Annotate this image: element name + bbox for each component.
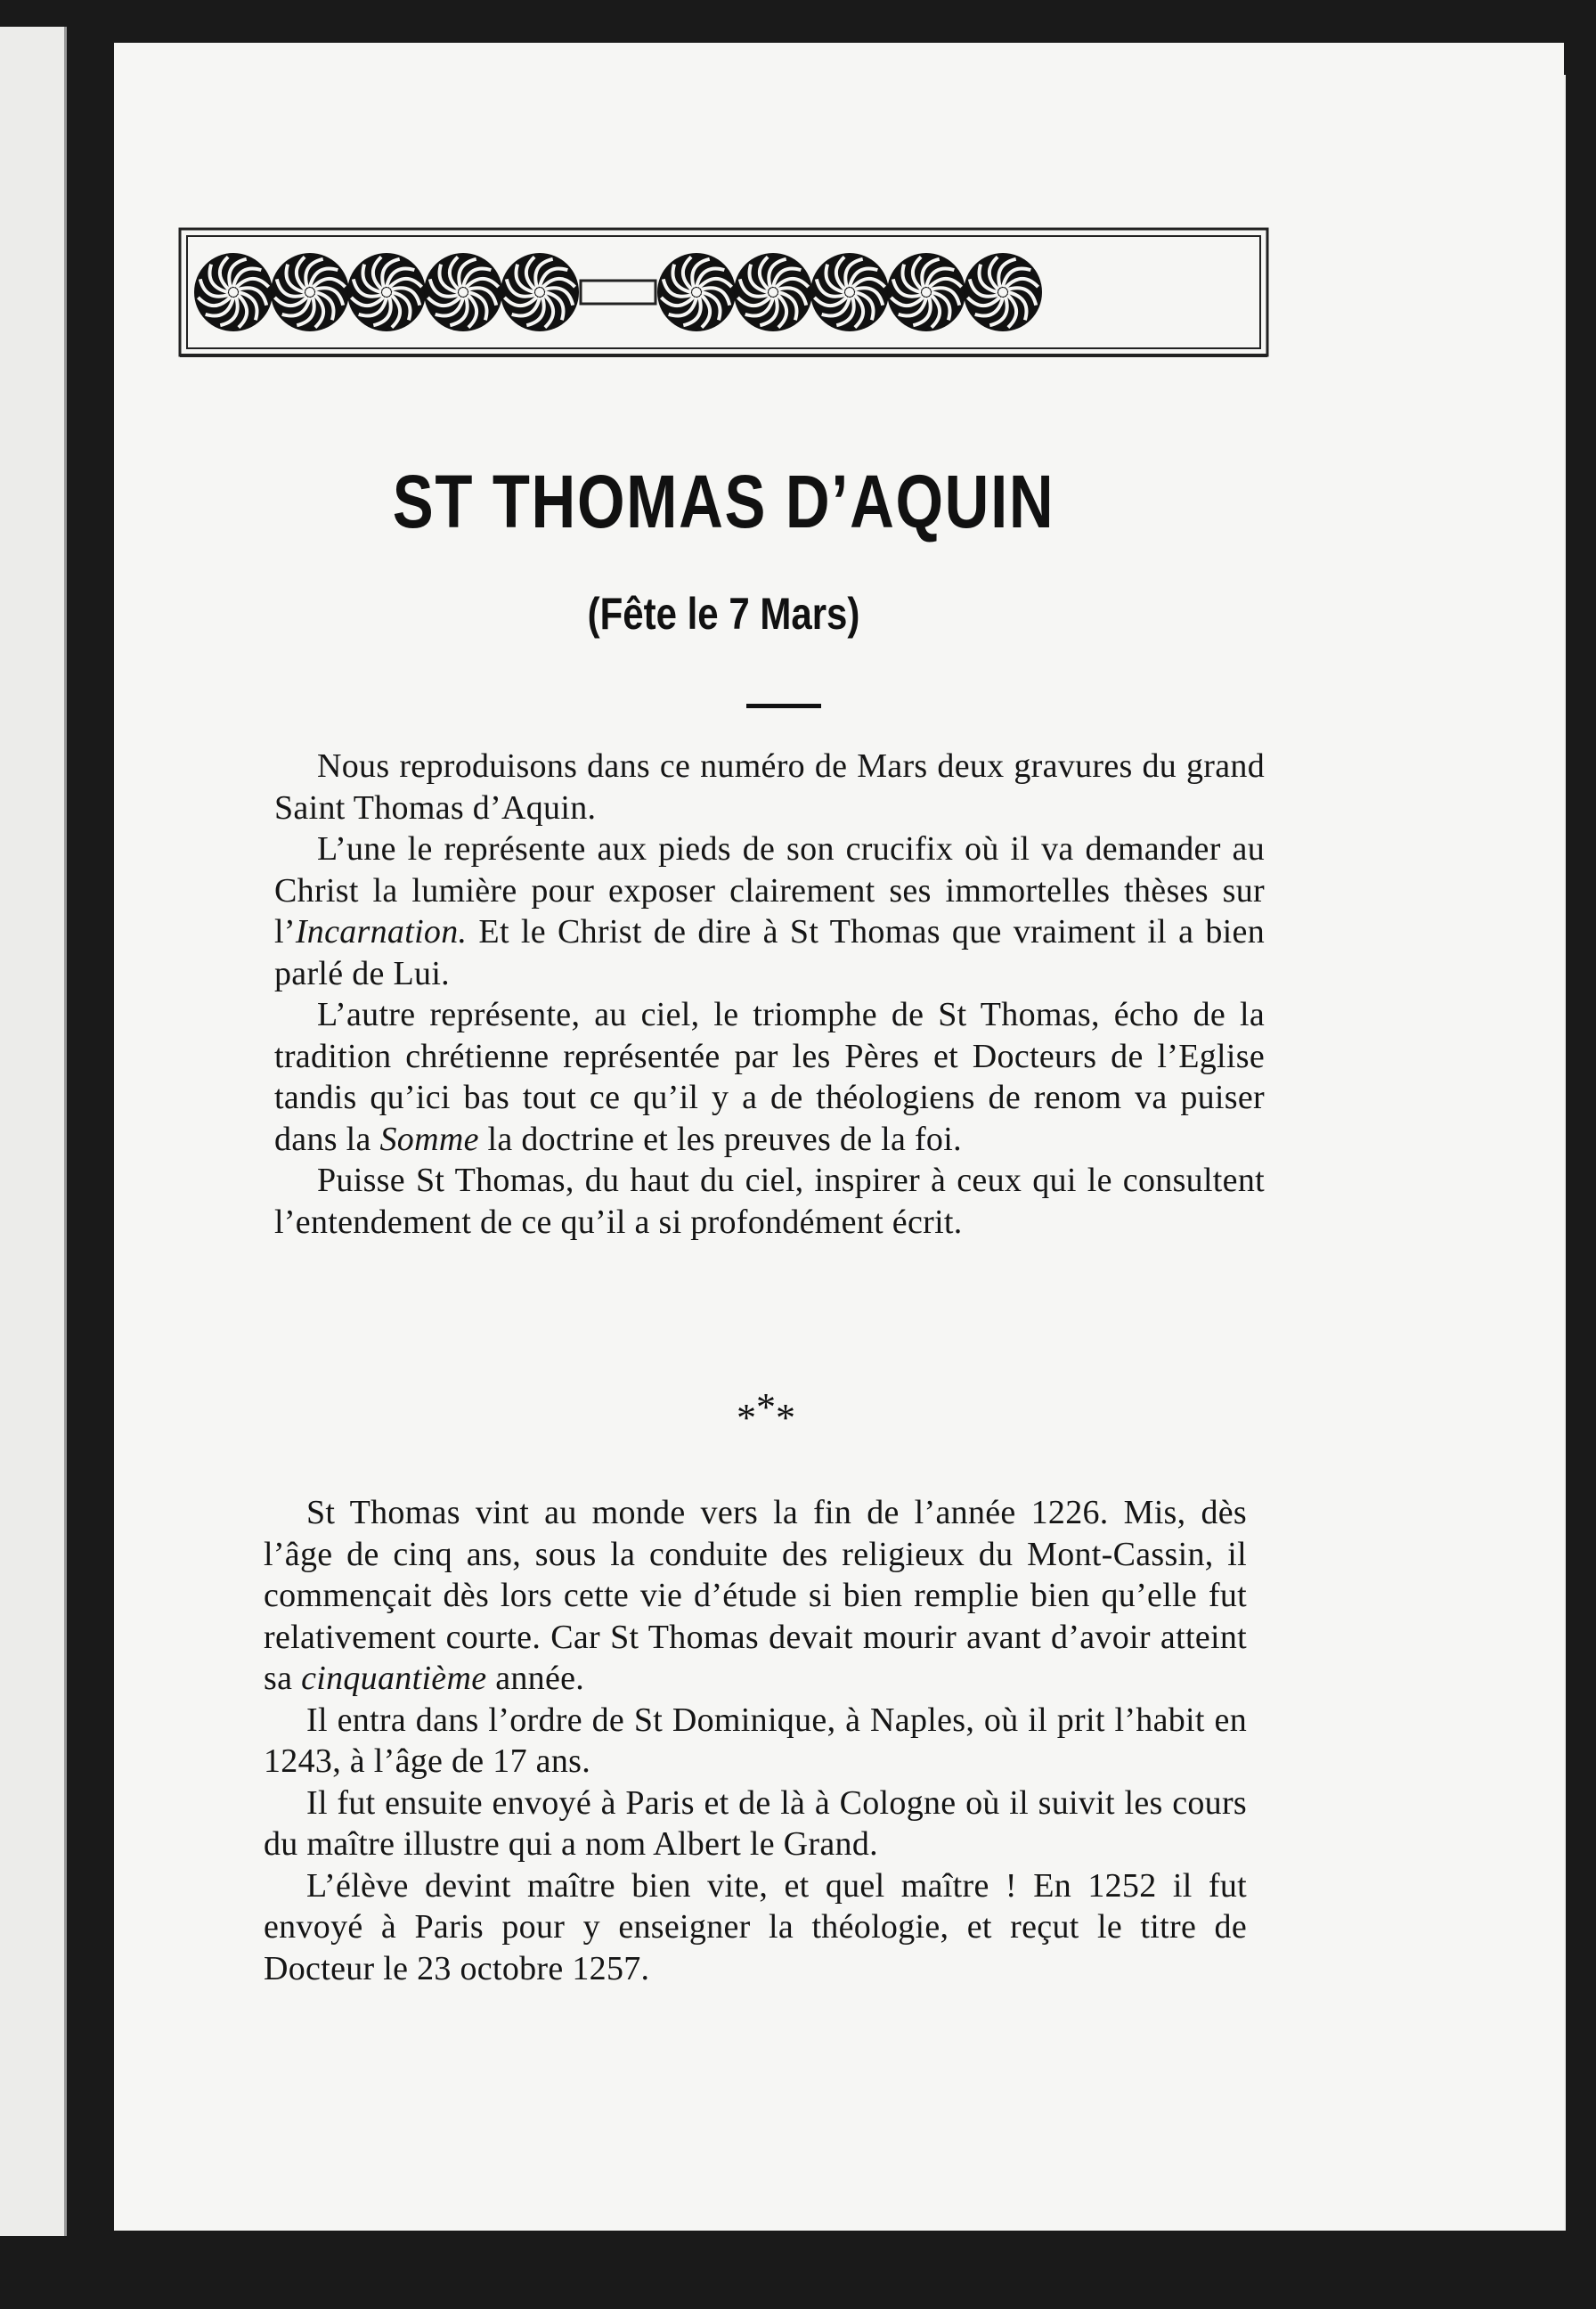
body-paragraph <box>264 1492 1247 1700</box>
paragraph-text: L’élève devint maître bien vite, et quel maître ! En 1252 il fut envoyé à Paris pour y enseigner la théologie, et reçut le titre de Docteur le 23 octobre 1257. <box>264 1866 1247 1987</box>
paragraph-text: année. <box>486 1660 585 1697</box>
decorative-header-border <box>178 225 1269 359</box>
previous-page-edge <box>0 27 67 2236</box>
body-paragraph <box>264 1783 1247 1865</box>
italic-term: cinquantième <box>301 1660 487 1697</box>
italic-term: Incarnation. <box>295 913 468 951</box>
body-paragraph <box>274 1160 1265 1243</box>
body-paragraph <box>264 1700 1247 1783</box>
paragraph-text: St Thomas vint au monde vers la fin de l’année 1226. Mis, dès l’âge de cinq ans, sous la conduite des religieux du Mont-Cassin, il commençait dès lors cette vie d’étude si bien remplie bien qu’elle fut relativement courte. Car St Thomas devait mourir avant d’avoir atteint sa <box>264 1494 1247 1697</box>
page-title: ST THOMAS D’AQUIN <box>392 460 1055 543</box>
paragraph-text: L’autre représente, au ciel, le triomphe de St Thomas, écho de la tradition chrétienne représentée par les Pères et Docteurs de l’Eglise tandis qu’ici bas tout ce qu’il y a de théologiens de renom va puiser dans la <box>274 996 1265 1158</box>
body-paragraph <box>264 1865 1247 1990</box>
italic-term: Somme <box>379 1120 479 1158</box>
body-paragraph <box>274 746 1265 828</box>
paragraph-text: Nous reproduisons dans ce numéro de Mars deux gravures du grand Saint Thomas d’Aquin. <box>274 747 1265 827</box>
body-paragraph <box>274 994 1265 1160</box>
separator-star: * <box>737 1396 756 1440</box>
biography-section <box>264 1492 1247 1989</box>
separator-star: * <box>776 1396 795 1440</box>
rosette-ornament-icon <box>178 225 1269 359</box>
page-subtitle: (Fête le 7 Mars) <box>587 589 860 639</box>
paragraph-text: L’une le représente aux pieds de son crucifix où il va demander au Christ la lumière pour exposer clairement ses immortelles thèses sur l’ <box>274 830 1265 951</box>
paragraph-text: Et le Christ de dire à St Thomas que vraiment il a bien parlé de Lui. <box>274 913 1265 992</box>
paragraph-text: Puisse St Thomas, du haut du ciel, inspirer à ceux qui le consultent l’entendement de ce qu’il a si profondément écrit. <box>274 1162 1265 1241</box>
paragraph-text: Il fut ensuite envoyé à Paris et de là à Cologne où il suivit les cours du maître illustre qui a nom Albert le Grand. <box>264 1783 1247 1863</box>
separator-star: * <box>756 1385 776 1429</box>
paragraph-text: Il entra dans l’ordre de St Dominique, à Naples, où il prit l’habit en 1243, à l’âge de 17 ans. <box>264 1701 1247 1780</box>
intro-section <box>274 746 1265 1243</box>
paragraph-text: la doctrine et les preuves de la foi. <box>478 1120 962 1158</box>
title-divider <box>746 704 821 708</box>
asterism-separator <box>677 1385 855 1440</box>
body-paragraph <box>274 828 1265 994</box>
